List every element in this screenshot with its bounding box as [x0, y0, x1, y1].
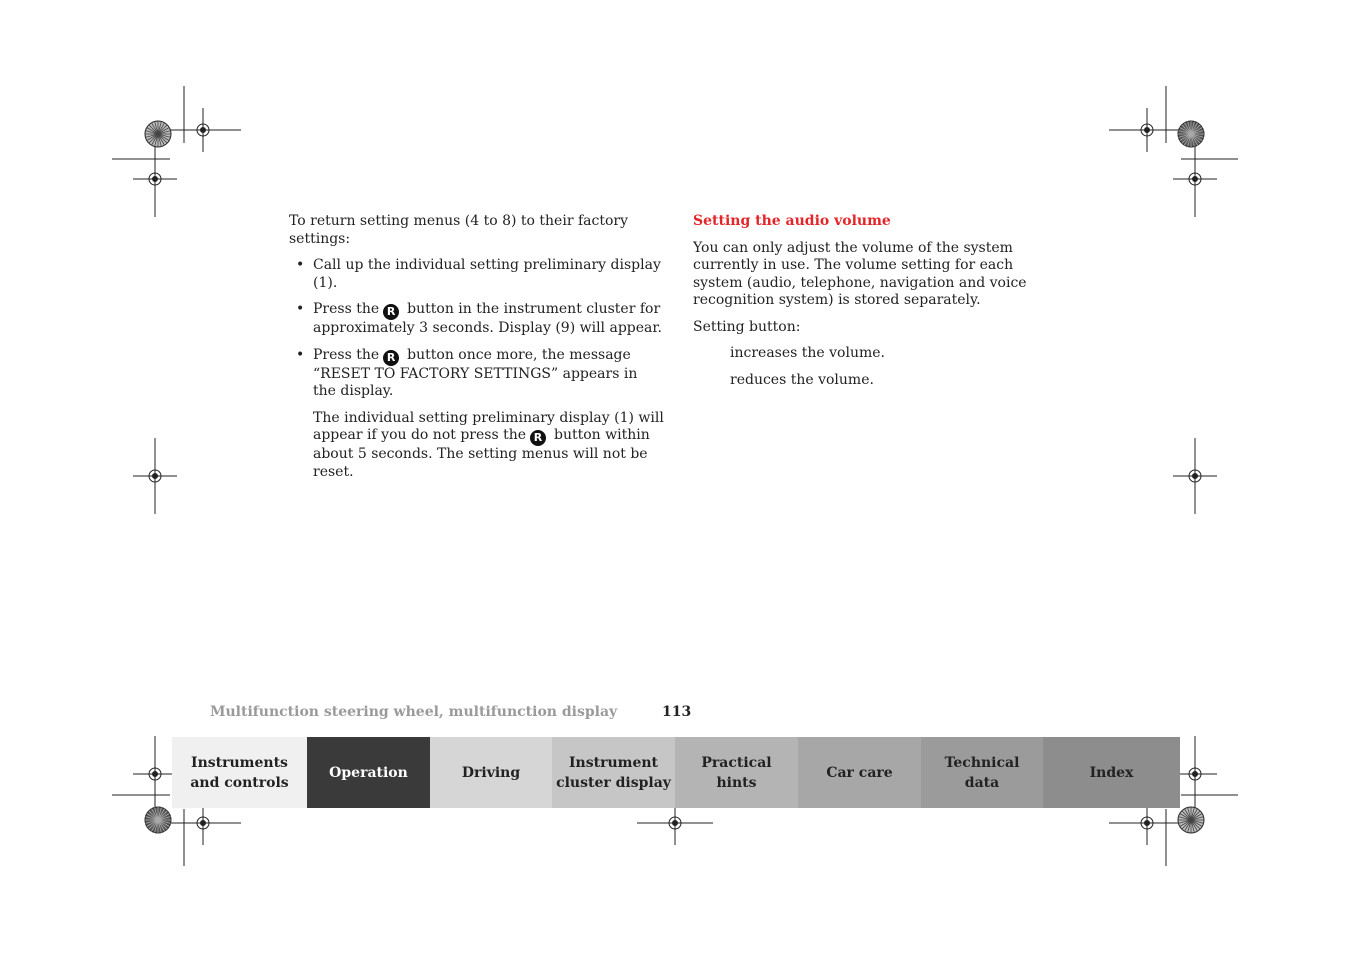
tab-practical-hints[interactable] — [675, 737, 798, 808]
tab-label: Operation — [329, 764, 408, 781]
right-column — [693, 213, 1065, 398]
chapter-tabs — [172, 737, 1180, 808]
step-text-after: button in the instrument cluster for approximately 3 seconds. Display (9) will appear. — [313, 301, 662, 336]
registration-rosette — [1178, 807, 1204, 833]
tab-instruments-and-controls[interactable] — [172, 737, 307, 808]
setting-button-label: Setting button: — [693, 318, 801, 335]
tab-label: Index — [1089, 764, 1134, 781]
registration-rosette — [145, 807, 171, 833]
increase-volume-text: increases the volume. — [730, 345, 885, 361]
tab-index[interactable] — [1043, 737, 1180, 808]
section-title: Setting the audio volume — [693, 213, 891, 229]
tab-label: Instruments and controls — [190, 754, 289, 791]
crosshair-mark — [1173, 438, 1217, 514]
tab-label: Practical hints — [701, 754, 772, 791]
crosshair-mark — [133, 438, 177, 514]
note-text-before: The individual setting preliminary display (1) will appear if you do not press the — [313, 409, 664, 443]
tab-label: Driving — [461, 764, 521, 781]
bullet: • — [296, 257, 305, 273]
tab-driving[interactable] — [430, 737, 552, 808]
tab-car-care[interactable] — [798, 737, 921, 808]
step-text-after: button once more, the message “RESET TO FACTORY SETTINGS” appears in the display. — [313, 346, 638, 399]
crosshair-mark — [165, 108, 241, 152]
page-number: 113 — [662, 704, 692, 720]
reset-button-icon: R — [383, 350, 399, 366]
reset-button-icon: R — [383, 304, 399, 320]
left-column — [289, 213, 664, 490]
step-text-before: Press the — [313, 346, 380, 363]
step-item — [289, 257, 664, 292]
step-item — [289, 301, 664, 338]
registration-rosette — [1178, 121, 1204, 147]
registration-rosette — [145, 121, 171, 147]
bullet: • — [296, 346, 305, 363]
tab-label: Car care — [826, 764, 893, 781]
crosshair-mark — [1173, 141, 1217, 217]
steps-list — [289, 257, 664, 401]
tab-instrument-cluster-display[interactable] — [552, 737, 675, 808]
footer-section-title: Multifunction steering wheel, multifunction display — [210, 704, 618, 720]
tab-operation[interactable] — [307, 737, 430, 808]
reset-button-icon: R — [530, 430, 546, 446]
step-item — [289, 347, 664, 401]
decrease-volume-text: reduces the volume. — [730, 371, 874, 388]
bullet: • — [296, 301, 305, 317]
note-text-after: button within about 5 seconds. The setting menus will not be reset. — [313, 427, 650, 480]
note-text — [289, 410, 664, 482]
tab-label: Instrument cluster display — [556, 754, 671, 791]
tab-technical-data[interactable] — [921, 737, 1043, 808]
crosshair-mark — [133, 736, 177, 812]
volume-paragraph: You can only adjust the volume of the system currently in use. The volume setting for each system (audio, telephone, navigation and voice recognition system) is stored separately. — [693, 239, 1027, 308]
step-text: Call up the individual setting preliminary display (1). — [313, 257, 661, 291]
tab-label: Technical data — [944, 754, 1020, 791]
crosshair-mark — [1109, 108, 1185, 152]
intro-text: To return setting menus (4 to 8) to their factory settings: — [289, 213, 628, 247]
crosshair-mark — [133, 141, 177, 217]
step-text-before: Press the — [313, 301, 380, 317]
